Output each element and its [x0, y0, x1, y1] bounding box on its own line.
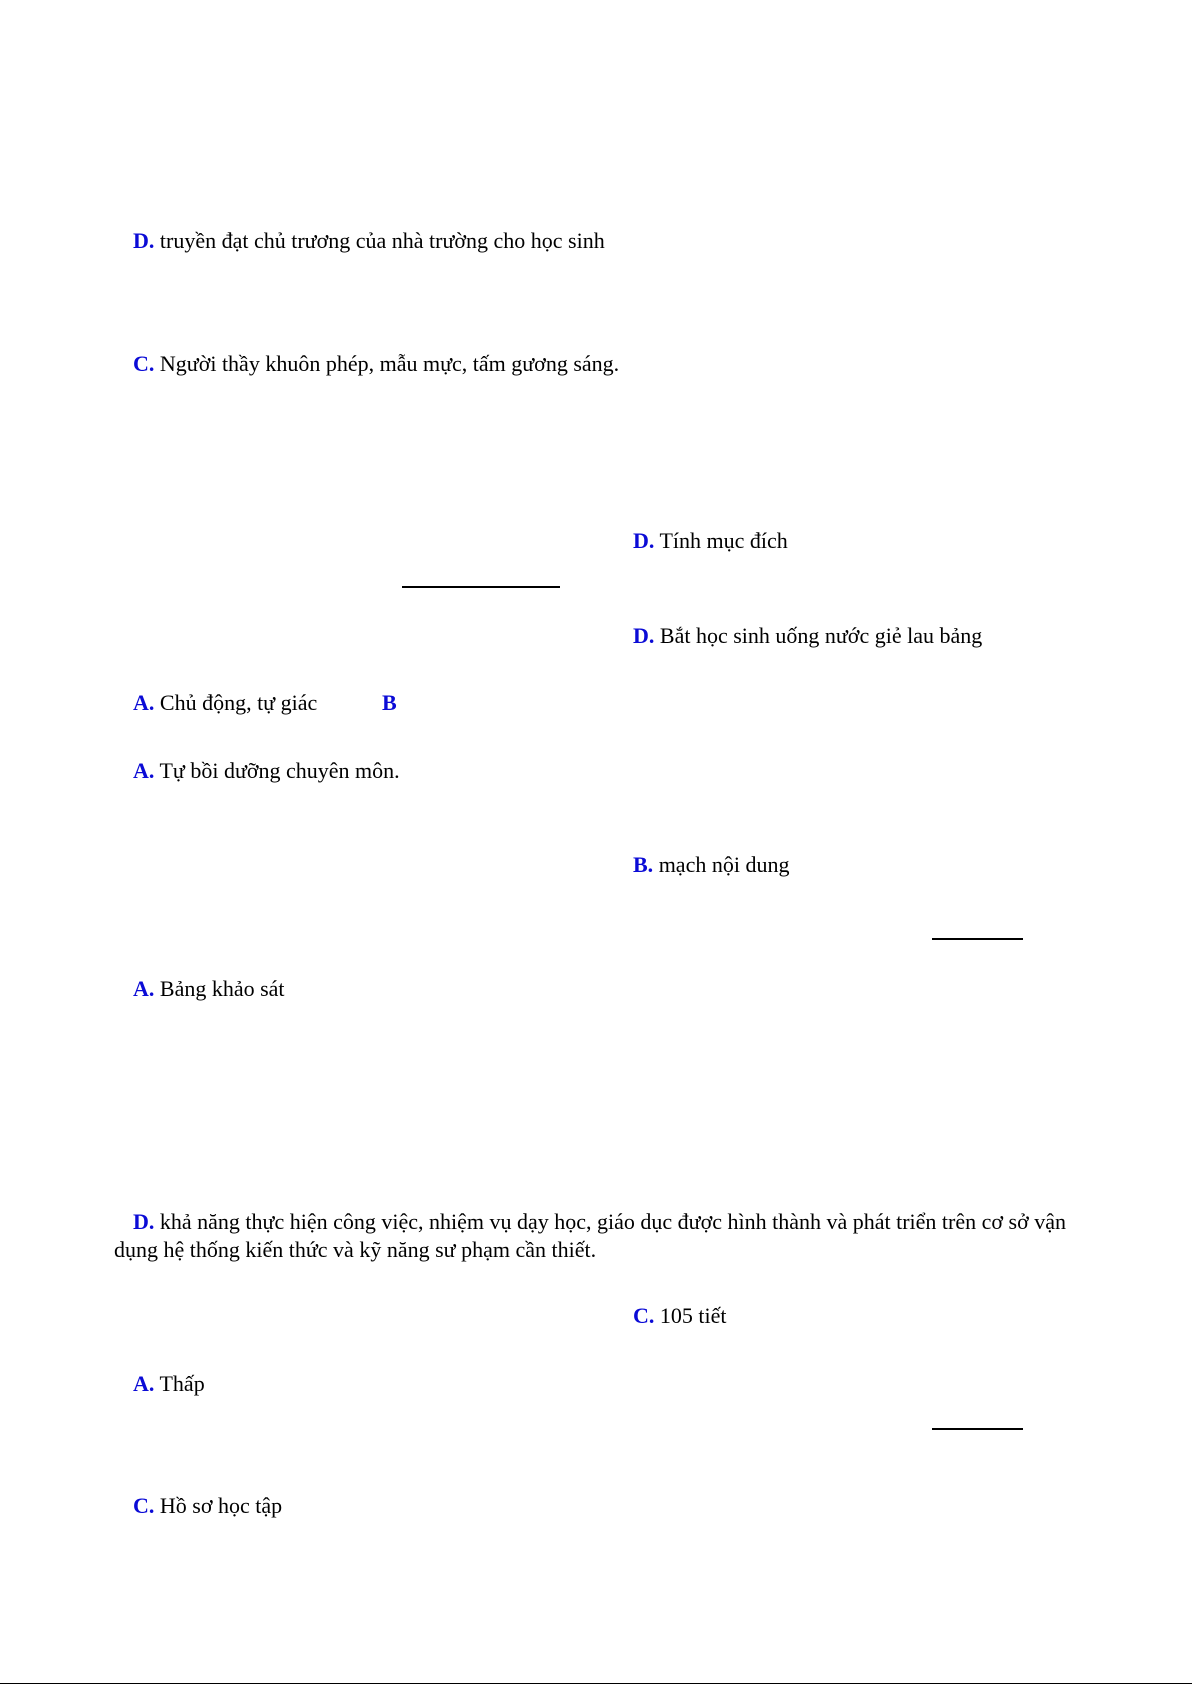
option-a-chu-dong — [133, 689, 317, 717]
option-letter: A. — [133, 758, 155, 783]
option-a-thap — [133, 1370, 205, 1398]
option-text: Thấp — [154, 1371, 205, 1396]
option-letter: A. — [133, 976, 155, 1001]
option-letter: D. — [633, 623, 655, 648]
option-letter: C. — [133, 351, 155, 376]
option-text: Người thầy khuôn phép, mẫu mực, tấm gương sáng. — [154, 351, 620, 376]
option-letter: C. — [633, 1303, 655, 1328]
option-text: Chủ động, tự giác — [154, 690, 318, 715]
underline-blank — [932, 938, 1023, 940]
option-text: Bắt học sinh uống nước giẻ lau bảng — [654, 623, 983, 648]
option-letter: A. — [133, 690, 155, 715]
option-text: truyền đạt chủ trương của nhà trường cho học sinh — [154, 228, 605, 253]
option-letter: D. — [633, 528, 655, 553]
option-text: khả năng thực hiện công việc, nhiệm vụ dạy học, giáo dục được hình thành và phát triển trên cơ sở vận dụng hệ thống kiến thức và kỹ năng sư phạm cần thiết. — [114, 1209, 1066, 1262]
option-letter: C. — [133, 1493, 155, 1518]
option-text: 105 tiết — [654, 1303, 727, 1328]
underline-blank — [402, 586, 560, 588]
option-letter: B. — [633, 852, 654, 877]
option-d-bat-hoc-sinh — [633, 622, 982, 650]
option-text: Tính mục đích — [654, 528, 788, 553]
option-c-nguoi-thay — [133, 350, 619, 378]
page-bottom-border — [0, 1683, 1192, 1684]
option-b-mach-noi-dung — [633, 851, 789, 879]
option-letter: D. — [133, 1209, 155, 1234]
option-d-tinh-muc-dich — [633, 527, 788, 555]
option-d-kha-nang — [114, 1208, 1114, 1264]
option-d-truyen-dat — [133, 227, 605, 255]
option-text: Tự bồi dưỡng chuyên môn. — [154, 758, 400, 783]
option-a-bang-khao-sat — [133, 975, 285, 1003]
option-b-partial — [382, 689, 397, 717]
option-letter: A. — [133, 1371, 155, 1396]
option-c-105-tiet — [633, 1302, 727, 1330]
option-c-ho-so-hoc-tap — [133, 1492, 282, 1520]
underline-blank — [932, 1428, 1023, 1430]
option-text: mạch nội dung — [653, 852, 790, 877]
option-a-tu-boi-duong — [133, 757, 400, 785]
option-text: Bảng khảo sát — [154, 976, 285, 1001]
option-letter: D. — [133, 228, 155, 253]
option-letter: B — [382, 690, 397, 715]
option-text: Hồ sơ học tập — [154, 1493, 283, 1518]
